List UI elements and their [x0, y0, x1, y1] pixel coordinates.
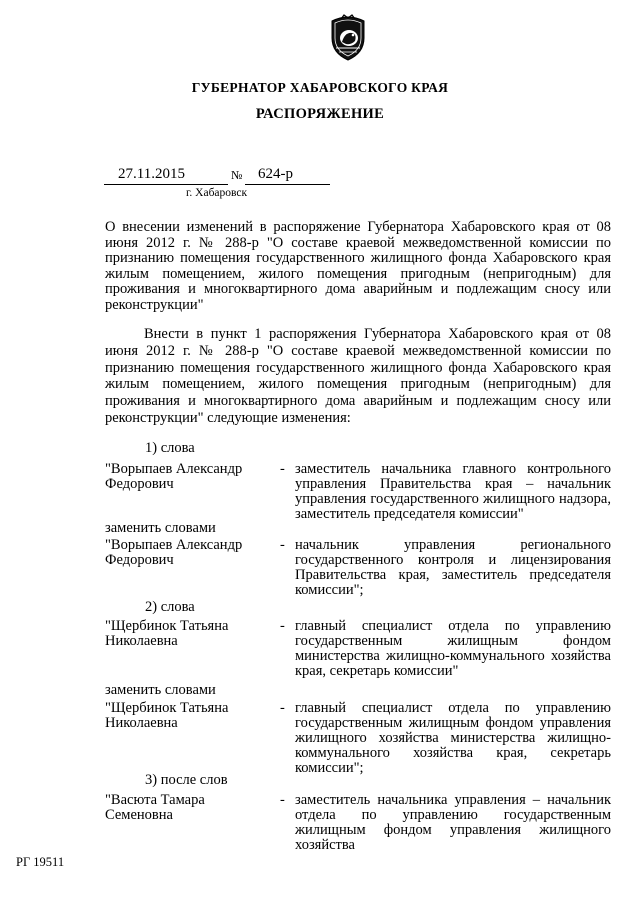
dash-separator: - — [280, 700, 285, 716]
number-underline — [245, 184, 330, 185]
body-intro: Внести в пункт 1 распоряжения Губернатора Хабаровского края от 08 июня 2012 г. № 288-р "О составе краевой межведомственной комиссии по признанию помещения государственного жилищного фонда Хабаровского края жилым помещением, жилого помещения пригодным (непригодным) для проживания и многоквартирного дома аварийным и подлежащим сносу или реконструкции" следующие изменения: — [105, 326, 611, 426]
dash-separator: - — [280, 618, 285, 634]
document-number: 624-р — [258, 166, 293, 182]
document-subject: О внесении изменений в распоряжение Губернатора Хабаровского края от 08 июня 2012 г. № 288-р "О составе краевой межведомственной комиссии по признанию помещения государственного жилищного фонда Хабаровского края жилым помещением, жилого помещения пригодным (непригодным) для проживания и многоквартирного дома аварийным и подлежащим сносу или реконструкции" — [105, 219, 611, 313]
person-name: "Васюта Тамара Семеновна — [105, 792, 205, 823]
city-label: г. Хабаровск — [186, 187, 248, 199]
person-name: "Щербинок Татьяна Николаевна — [105, 618, 229, 649]
document-date: 27.11.2015 — [118, 166, 185, 182]
item-2-label: 2) слова — [145, 599, 195, 615]
person-position: главный специалист отдела по управлению государственным жилищным фондом министерства жилищно-коммунального хозяйства края, секретарь комиссии" — [295, 618, 611, 679]
number-sign: № — [231, 168, 243, 182]
org-title: ГУБЕРНАТОР ХАБАРОВСКОГО КРАЯ — [191, 80, 449, 95]
date-underline — [104, 184, 228, 185]
replace-label: заменить словами — [105, 520, 216, 536]
person-position: заместитель начальника управления – начальник отдела по управлению государственным жилищным фондом управления жилищного хозяйства — [295, 792, 611, 853]
person-name: "Щербинок Татьяна Николаевна — [105, 700, 229, 731]
document-kind: РАСПОРЯЖЕНИЕ — [255, 106, 385, 122]
person-name: "Ворыпаев Александр Федорович — [105, 461, 243, 492]
item-1-label: 1) слова — [145, 440, 195, 456]
person-position: заместитель начальника главного контрольного управления Правительства края – начальник управления государственного жилищного надзора, заместитель председателя комиссии" — [295, 461, 611, 522]
item-3-label: 3) после слов — [145, 772, 228, 788]
coat-of-arms-icon — [327, 14, 369, 62]
registration-code: РГ 19511 — [16, 855, 65, 869]
person-name: "Ворыпаев Александр Федорович — [105, 537, 243, 568]
person-position: главный специалист отдела по управлению государственным жилищным фондом управления жилищного хозяйства министерства жилищно-коммунального хозяйства края, секретарь комиссии"; — [295, 700, 611, 776]
dash-separator: - — [280, 792, 285, 808]
dash-separator: - — [280, 537, 285, 553]
person-position: начальник управления регионального государственного контроля и лицензирования Правительства края, заместитель председателя комиссии"; — [295, 537, 611, 598]
replace-label: заменить словами — [105, 682, 216, 698]
dash-separator: - — [280, 461, 285, 477]
